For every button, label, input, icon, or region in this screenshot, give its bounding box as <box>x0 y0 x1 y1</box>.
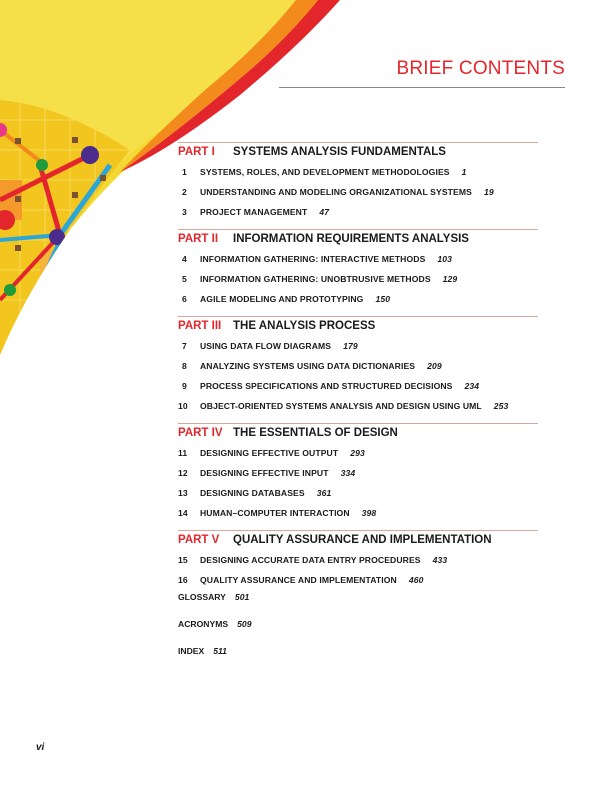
chapter-page-number: 19 <box>483 187 494 197</box>
title-rule <box>279 87 565 88</box>
toc-chapter-entry <box>178 448 538 468</box>
back-matter-title: ACRONYMS <box>178 619 229 629</box>
toc-chapter-entry <box>178 488 538 508</box>
part-title: SYSTEMS ANALYSIS FUNDAMENTALS <box>233 146 446 158</box>
chapter-number: 15 <box>178 555 188 565</box>
toc-chapter-entry <box>178 468 538 488</box>
chapter-number: 1 <box>182 167 187 177</box>
chapter-title: PROJECT MANAGEMENT <box>200 207 308 217</box>
chapter-page-number: 433 <box>432 555 448 565</box>
table-of-contents <box>178 142 538 597</box>
chapter-page-number: 361 <box>316 488 332 498</box>
toc-part <box>178 142 538 227</box>
chapter-page-number: 129 <box>442 274 458 284</box>
chapter-title: SYSTEMS, ROLES, AND DEVELOPMENT METHODOLOGIES <box>200 167 450 177</box>
chapter-title: USING DATA FLOW DIAGRAMS <box>200 341 332 351</box>
chapter-title: AGILE MODELING AND PROTOTYPING <box>200 294 364 304</box>
chapter-title: DESIGNING ACCURATE DATA ENTRY PROCEDURES <box>200 555 421 565</box>
toc-chapter-entry <box>178 401 538 421</box>
page-title: BRIEF CONTENTS <box>396 58 565 79</box>
part-heading <box>178 229 538 251</box>
toc-chapter-entry <box>178 341 538 361</box>
back-matter-page-number: 509 <box>237 619 252 629</box>
chapter-title: INFORMATION GATHERING: INTERACTIVE METHODS <box>200 254 426 264</box>
chapter-title: PROCESS SPECIFICATIONS AND STRUCTURED DECISIONS <box>200 381 453 391</box>
chapter-title: INFORMATION GATHERING: UNOBTRUSIVE METHODS <box>200 274 431 284</box>
part-heading <box>178 423 538 445</box>
toc-chapter-entry <box>178 508 538 528</box>
chapter-page-number: 293 <box>350 448 365 458</box>
toc-chapter-entry <box>178 207 538 227</box>
back-matter-entry <box>178 592 249 602</box>
chapter-title: HUMAN–COMPUTER INTERACTION <box>200 508 350 518</box>
toc-chapter-entry <box>178 254 538 274</box>
toc-chapter-entry <box>178 294 538 314</box>
chapter-number: 14 <box>178 508 188 518</box>
chapter-number: 13 <box>178 488 188 498</box>
chapter-page-number: 334 <box>340 468 356 478</box>
chapter-page-number: 234 <box>464 381 480 391</box>
part-title: THE ANALYSIS PROCESS <box>233 320 376 332</box>
back-matter-page-number: 501 <box>234 592 250 602</box>
part-label: PART III <box>178 320 222 332</box>
toc-chapter-entry <box>178 381 538 401</box>
chapter-number: 10 <box>178 401 188 411</box>
part-title: INFORMATION REQUIREMENTS ANALYSIS <box>233 233 469 245</box>
chapter-number: 5 <box>182 274 187 284</box>
toc-chapter-entry <box>178 167 538 187</box>
chapter-page-number: 1 <box>461 167 467 177</box>
chapter-number: 7 <box>182 341 187 351</box>
back-matter-page-number: 511 <box>213 646 227 656</box>
chapter-page-number: 253 <box>493 401 509 411</box>
back-matter-title: INDEX <box>178 646 205 656</box>
part-label: PART IV <box>178 427 223 439</box>
chapter-page-number: 103 <box>437 254 453 264</box>
toc-chapter-entry <box>178 274 538 294</box>
chapter-page-number: 209 <box>427 361 442 371</box>
chapter-title: OBJECT-ORIENTED SYSTEMS ANALYSIS AND DESIGN USING UML <box>200 401 482 411</box>
chapter-page-number: 47 <box>319 207 330 217</box>
chapter-number: 3 <box>182 207 187 217</box>
chapter-number: 4 <box>182 254 187 264</box>
toc-chapter-entry <box>178 555 538 575</box>
page-folio: vi <box>36 742 45 753</box>
chapter-number: 9 <box>182 381 187 391</box>
part-label: PART V <box>178 534 220 546</box>
chapter-title: ANALYZING SYSTEMS USING DATA DICTIONARIES <box>200 361 416 371</box>
toc-part <box>178 316 538 421</box>
chapter-page-number: 460 <box>408 575 424 585</box>
chapter-number: 6 <box>182 294 187 304</box>
chapter-number: 2 <box>182 187 187 197</box>
chapter-number: 11 <box>178 448 188 458</box>
chapter-number: 12 <box>178 468 188 478</box>
chapter-number: 16 <box>178 575 188 585</box>
chapter-page-number: 398 <box>361 508 377 518</box>
part-title: THE ESSENTIALS OF DESIGN <box>233 427 398 439</box>
chapter-title: QUALITY ASSURANCE AND IMPLEMENTATION <box>200 575 397 585</box>
toc-part <box>178 530 538 595</box>
part-title: QUALITY ASSURANCE AND IMPLEMENTATION <box>233 534 492 546</box>
part-label: PART II <box>178 233 219 245</box>
back-matter-title: GLOSSARY <box>178 592 226 602</box>
chapter-page-number: 179 <box>343 341 358 351</box>
toc-chapter-entry <box>178 361 538 381</box>
chapter-title: DESIGNING DATABASES <box>200 488 305 498</box>
part-heading <box>178 530 538 552</box>
chapter-title: DESIGNING EFFECTIVE OUTPUT <box>200 448 339 458</box>
toc-part <box>178 423 538 528</box>
back-matter-entry <box>178 619 251 629</box>
chapter-title: UNDERSTANDING AND MODELING ORGANIZATIONAL SYSTEMS <box>200 187 472 197</box>
chapter-title: DESIGNING EFFECTIVE INPUT <box>200 468 329 478</box>
chapter-number: 8 <box>182 361 187 371</box>
part-heading <box>178 316 538 338</box>
part-heading <box>178 142 538 164</box>
chapter-page-number: 150 <box>375 294 391 304</box>
toc-chapter-entry <box>178 187 538 207</box>
part-label: PART I <box>178 146 215 158</box>
back-matter-entry <box>178 646 227 656</box>
toc-part <box>178 229 538 314</box>
